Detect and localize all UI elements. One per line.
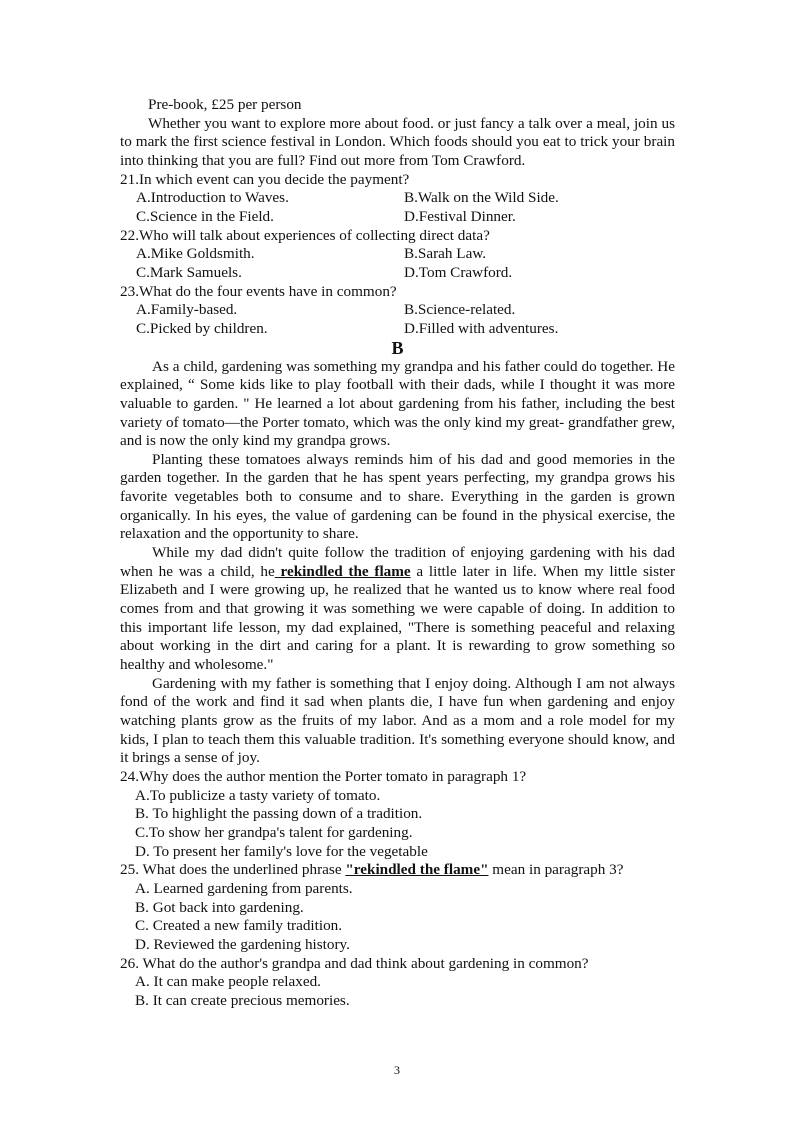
question-22 [120, 227, 675, 283]
option-c: C.Picked by children. [136, 319, 268, 337]
option-b: B. Got back into gardening. [135, 898, 304, 916]
question-23 [120, 283, 675, 339]
page-number: 3 [394, 1063, 400, 1077]
option-d: D. To present her family's love for the vegetable [135, 842, 428, 860]
option-a: A. It can make people relaxed. [135, 973, 321, 991]
underlined-phrase: "rekindled the flame" [345, 861, 489, 879]
intro-paragraph: Whether you want to explore more about food. or just fancy a talk over a meal, join us to mark the first science festival in London. Which foods should you eat to trick your brain into thinking that you are full? Find out more from Tom Crawford. [120, 114, 675, 169]
passage-paragraph-4: Gardening with my father is something that I enjoy doing. Although I am not always fond of the work and find it sad when plants die, I have fun when gardening and enjoy watching plants grow as the fruits of my labor. And as a mom and a role model for my kids, I plan to teach them this valuable tradition. It's something everyone should know, and it brings a sense of joy. [120, 674, 675, 767]
option-a: A.Introduction to Waves. [136, 189, 289, 207]
page-content [120, 96, 675, 1011]
option-d: D. Reviewed the gardening history. [135, 935, 350, 953]
option-c: C.Mark Samuels. [136, 263, 242, 281]
option-b: B.Science-related. [404, 301, 516, 319]
question-24 [120, 768, 675, 861]
paragraph-text: While my dad didn't quite follow the tradition of enjoying gardening with his dad when he was a child, he [120, 544, 675, 580]
option-c: C. Created a new family tradition. [135, 917, 343, 935]
question-26 [120, 955, 675, 1011]
option-c: C.Science in the Field. [136, 207, 274, 225]
question-stem: 26. What do the author's grandpa and dad think about gardening in common? [120, 954, 589, 972]
option-c: C.To show her grandpa's talent for gardening. [135, 823, 413, 841]
stem-text: 25. What does the underlined phrase [120, 861, 346, 879]
option-b: B. It can create precious memories. [135, 991, 350, 1009]
option-b: B. To highlight the passing down of a tradition. [135, 805, 423, 823]
paragraph-text: a little later in life. When my little sister Elizabeth and I were growing up, he realized that he wanted us to know where real food comes from and that growing it was something we were capable of doing. In addition to this important life lesson, my dad explained, "There is something peaceful and relaxing about working in the dirt and caring for a plant. It is rewarding to grow something so healthy and wholesome." [120, 562, 675, 674]
section-heading: B [391, 337, 404, 358]
passage-paragraph-2: Planting these tomatoes always reminds him of his dad and good memories in the garden together. In the garden that he has spent years perfecting, my grandpa grows his favorite vegetables both to consume and to share. Everything in the garden is grown organically. In his eyes, the value of gardening can be found in the physical exercise, the relaxation and the opportunity to share. [120, 450, 675, 543]
question-stem: 23.What do the four events have in common? [120, 282, 397, 300]
option-a: A.To publicize a tasty variety of tomato. [135, 786, 381, 804]
passage-paragraph-1: As a child, gardening was something my grandpa and his father could do together. He explained, “ Some kids like to play football with their dads, while I thought it was more valuable to garden. " He learned a lot about gardening from his father, including the best variety of tomato—the Porter tomato, which was the only kind my great- grandfather grew, and is now the only kind my grandpa grows. [120, 357, 675, 450]
option-d: D.Tom Crawford. [404, 263, 513, 281]
underlined-phrase: rekindled the flame [274, 562, 411, 580]
question-stem: 21.In which event can you decide the payment? [120, 170, 410, 188]
option-a: A. Learned gardening from parents. [135, 879, 353, 897]
question-21 [120, 171, 675, 227]
price-line: Pre-book, £25 per person [148, 96, 302, 113]
question-stem [120, 861, 675, 880]
stem-text: mean in paragraph 3? [488, 861, 624, 879]
option-a: A.Mike Goldsmith. [136, 245, 255, 263]
question-stem: 22.Who will talk about experiences of collecting direct data? [120, 226, 490, 244]
question-stem: 24.Why does the author mention the Porter tomato in paragraph 1? [120, 767, 527, 785]
question-25 [120, 861, 675, 954]
option-a: A.Family-based. [136, 301, 238, 319]
passage-paragraph-3 [120, 544, 675, 675]
option-d: D.Festival Dinner. [404, 207, 516, 225]
option-b: B.Sarah Law. [404, 245, 487, 263]
option-b: B.Walk on the Wild Side. [404, 189, 559, 207]
option-d: D.Filled with adventures. [404, 319, 559, 337]
